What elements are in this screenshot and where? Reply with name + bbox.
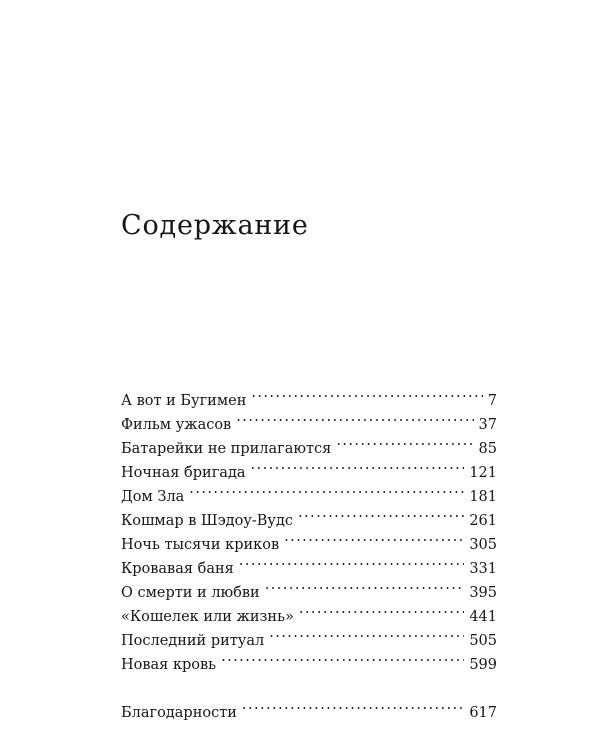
- toc-entry-title: Новая кровь: [121, 657, 217, 673]
- toc-entry-title: «Кошелек или жизнь»: [121, 609, 294, 625]
- toc-dot-leader: [269, 621, 464, 645]
- toc-entry-title: Последний ритуал: [121, 633, 265, 649]
- toc-dot-leader: [336, 429, 473, 453]
- toc-dot-leader: [251, 453, 465, 477]
- toc-dot-leader: [242, 693, 464, 717]
- toc-entry-page: 331: [469, 561, 497, 577]
- table-of-contents: [121, 381, 497, 721]
- toc-entry-page: 181: [469, 489, 497, 505]
- toc-entry-title: Дом Зла: [121, 489, 185, 505]
- toc-entry-title: Ночь тысячи криков: [121, 537, 280, 553]
- toc-entry-title: Ночная бригада: [121, 465, 246, 481]
- toc-entry-title: Кошмар в Шэдоу-Вудс: [121, 513, 294, 529]
- toc-entry-page: 441: [469, 609, 497, 625]
- toc-entry: [121, 381, 497, 409]
- toc-entry-page: 7: [487, 393, 497, 409]
- toc-entry-title: Благодарности: [121, 705, 237, 721]
- toc-dot-leader: [239, 549, 465, 573]
- toc-entry-page: 261: [469, 513, 497, 529]
- toc-entry-page: 395: [469, 585, 497, 601]
- toc-entry-title: А вот и Бугимен: [121, 393, 247, 409]
- toc-entry-page: 305: [469, 537, 497, 553]
- toc-entry-page: 599: [469, 657, 497, 673]
- toc-dot-leader: [221, 645, 464, 669]
- toc-entry-page: 505: [469, 633, 497, 649]
- toc-entry-page: 85: [478, 441, 497, 457]
- toc-entry-page: 617: [469, 705, 497, 721]
- toc-entry-page: 121: [469, 465, 497, 481]
- toc-entry-title: Кровавая баня: [121, 561, 234, 577]
- toc-entry-page: 37: [478, 417, 497, 433]
- toc-entry-acknowledgments: [121, 693, 497, 721]
- contents-heading: Содержание: [121, 210, 309, 241]
- toc-dot-leader: [251, 381, 482, 405]
- toc-dot-leader: [298, 501, 464, 525]
- toc-dot-leader: [265, 573, 465, 597]
- toc-entry-title: Фильм ужасов: [121, 417, 232, 433]
- toc-entry-title: О смерти и любви: [121, 585, 260, 601]
- toc-dot-leader: [284, 525, 464, 549]
- toc-dot-leader: [236, 405, 473, 429]
- toc-dot-leader: [189, 477, 464, 501]
- toc-dot-leader: [299, 597, 464, 621]
- toc-entry-title: Батарейки не прилагаются: [121, 441, 332, 457]
